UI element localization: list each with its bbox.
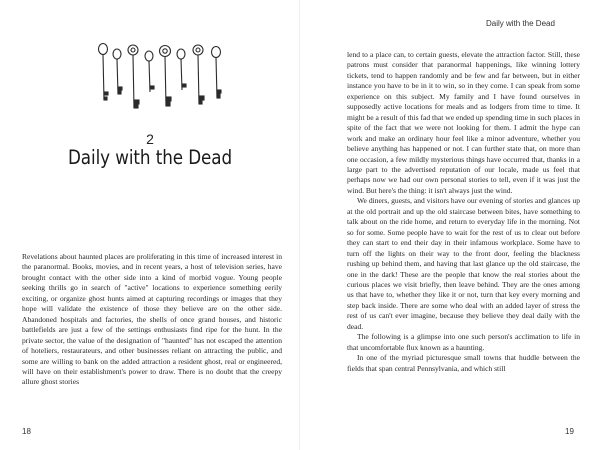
key-1-icon — [99, 44, 109, 101]
paragraph: lend to a place can, to certain guests, elevate the attraction factor. Still, these patrons must consider that paranormal happenings, like winning lottery tickets, tend to happen randomly and be few and far between, but in either instance you have to be in it to win, so in they come. I can speak from some experience on this subject. My family and I have found ourselves in supposedly active locations for meals and as lodgers from time to time. It might be a result of this fad that we ended up spending time in such places in spite of the fact that we were not looking for them. I admit the hype can work and make an ordinary hour feel like a minor adventure, whether you believe anything has happened or not. I can further state that, on more than one occasion, a few mildly mysterious things have occurred that, thanks in a large part to the advertised reputation of our locale, made us feel that perhaps now we had our own personal stories to tell, even if it was just the wind. But here's the thing: it isn't always just the wind. — [347, 50, 580, 195]
page-number-left: 18 — [22, 427, 31, 436]
right-body-text — [347, 50, 580, 374]
paragraph: In one of the myriad picturesque small towns that huddle between the fields that span central Pennsylvania, and which still — [347, 353, 580, 373]
left-body-text — [22, 252, 282, 388]
key-7-icon — [193, 45, 204, 104]
key-4-icon — [145, 51, 154, 92]
page-number-right: 19 — [565, 427, 574, 436]
key-2-icon — [113, 49, 122, 94]
paragraph: Revelations about haunted places are proliferating in this time of increased interest in the paranormal. Books, movies, and in recent years, a host of television series, have brought contact with the other side into a kind of morbid vogue. Young people seeking thrills go in search of "active" locations to experience something eerily exciting, or organize ghost hunts aimed at capturing recordings or images that they hope will validate the existence of those they believe are on the other side. Abandoned hospitals and factories, the shells of once grand houses, and historic battlefields are just a few of the settings enthusiasts find ripe for the hunt. In the private sector, the value of the designation of "haunted" has not escaped the attention of hoteliers, restaurateurs, and other businesses reliant on attracting the public, and some are willing to bank on the added attraction a resident ghost, real or engineered, will have on their establishment's power to draw. There is no doubt that the creepy allure ghost stories — [22, 252, 282, 387]
chapter-number: 2 — [146, 131, 154, 147]
key-5-icon — [160, 46, 172, 107]
chapter-title: Daily with the Dead — [67, 146, 233, 169]
paragraph: The following is a glimpse into one such person's acclimation to life in that uncomfortable flux known as a haunting. — [347, 332, 580, 352]
paragraph: We diners, guests, and visitors have our evening of stories and glances up at the old portrait and up the old staircase between bites, have something to talk about on the ride home, and return to everyday life in the morning. Not so for some. Some people have to wait for the rest of us to clear out before they can start to end their day in their infamous workplace. Some have to turn off the lights on their way to the front door, feeling the blackness rushing up behind them, and having that last glance up the old staircase, the one in the dark! These are the people that know the real stories about the curious places we visit briefly, then leave behind. They are the ones among us that have to, whether they like it or not, turn that key every morning and step back inside. There are some who deal with an added layer of stress the rest of us can't ever imagine, because they believe they deal daily with the dead. — [347, 196, 580, 331]
key-8-icon — [212, 47, 222, 99]
key-6-icon — [177, 49, 186, 90]
antique-keys-illustration — [95, 42, 231, 114]
running-head: Daily with the Dead — [486, 19, 555, 28]
key-3-icon — [128, 45, 139, 108]
